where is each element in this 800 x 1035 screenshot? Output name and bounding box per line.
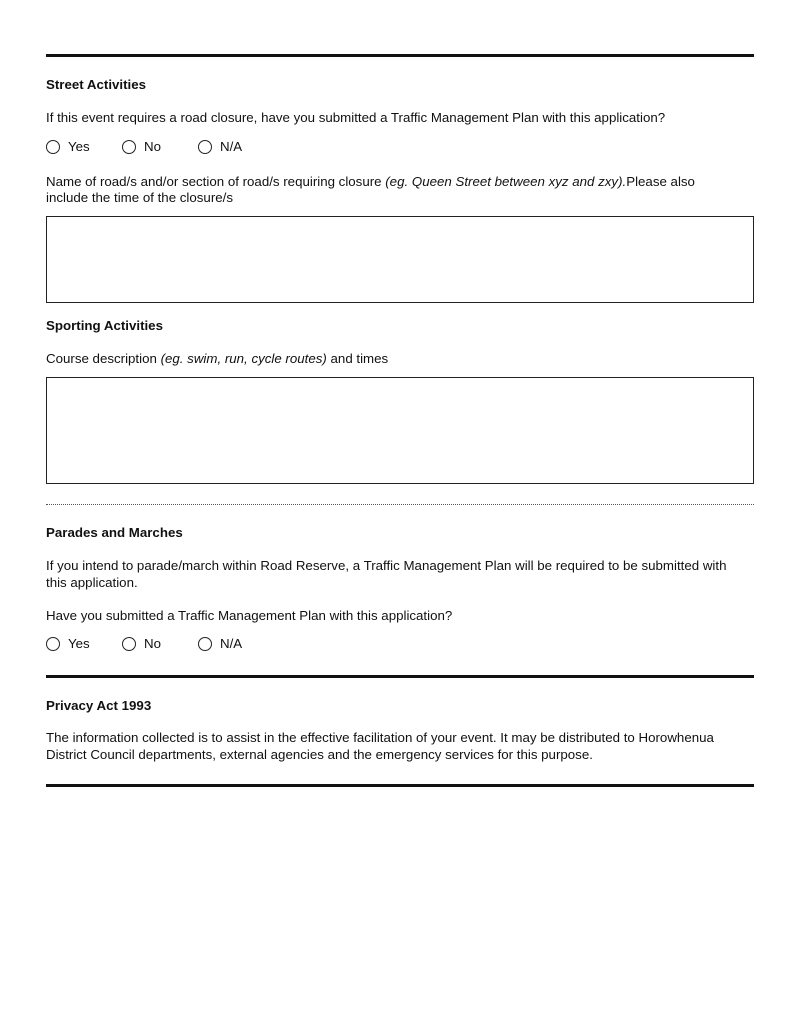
parades-info-line2: this application.: [46, 575, 138, 590]
privacy-text-line1: The information collected is to assist in the effective facilitation of your event. It may be distributed to Horowhenua: [46, 730, 714, 745]
section-divider: [46, 675, 754, 678]
radio-circle-icon: [122, 140, 136, 154]
closure-roads-label: [46, 174, 695, 190]
parades-heading: Parades and Marches: [46, 525, 183, 540]
privacy-heading: Privacy Act 1993: [46, 698, 152, 713]
road-closure-question: If this event requires a road closure, have you submitted a Traffic Management Plan with this application?: [46, 110, 666, 125]
street-activities-heading: Street Activities: [46, 77, 147, 92]
label-text: and times: [326, 351, 389, 366]
radio-label: No: [144, 139, 161, 154]
course-description-textarea[interactable]: [46, 377, 754, 484]
radio-circle-icon: [122, 637, 136, 651]
label-example: (eg. swim, run, cycle routes): [160, 351, 327, 366]
closure-roads-textarea[interactable]: [46, 216, 754, 303]
radio-label: N/A: [220, 636, 243, 651]
dotted-divider: [46, 504, 754, 505]
road-closure-no-radio[interactable]: [122, 139, 161, 155]
label-text: Course description: [46, 351, 161, 366]
road-closure-yes-radio[interactable]: [46, 139, 90, 155]
radio-circle-icon: [198, 637, 212, 651]
radio-circle-icon: [46, 140, 60, 154]
radio-label: Yes: [68, 636, 90, 651]
radio-circle-icon: [198, 140, 212, 154]
parades-tmp-question: Have you submitted a Traffic Management Plan with this application?: [46, 608, 453, 623]
road-closure-na-radio[interactable]: [198, 139, 242, 155]
radio-circle-icon: [46, 637, 60, 651]
radio-label: N/A: [220, 139, 243, 154]
label-text: Name of road/s and/or section of road/s requiring closure: [46, 174, 386, 189]
parades-info-line1: If you intend to parade/march within Road Reserve, a Traffic Management Plan will be required to be submitted with: [46, 558, 727, 573]
radio-label: Yes: [68, 139, 90, 154]
radio-label: No: [144, 636, 161, 651]
course-description-label: [46, 351, 388, 367]
parades-na-radio[interactable]: [198, 636, 242, 652]
closure-roads-label-line2: include the time of the closure/s: [46, 190, 233, 205]
section-divider: [46, 784, 754, 787]
parades-no-radio[interactable]: [122, 636, 161, 652]
label-example: (eg. Queen Street between xyz and zxy).: [385, 174, 627, 189]
section-divider: [46, 54, 754, 57]
sporting-activities-heading: Sporting Activities: [46, 318, 163, 333]
privacy-text-line2: District Council departments, external agencies and the emergency services for this purpose.: [46, 747, 593, 762]
parades-yes-radio[interactable]: [46, 636, 90, 652]
label-text: Please also: [626, 174, 695, 189]
